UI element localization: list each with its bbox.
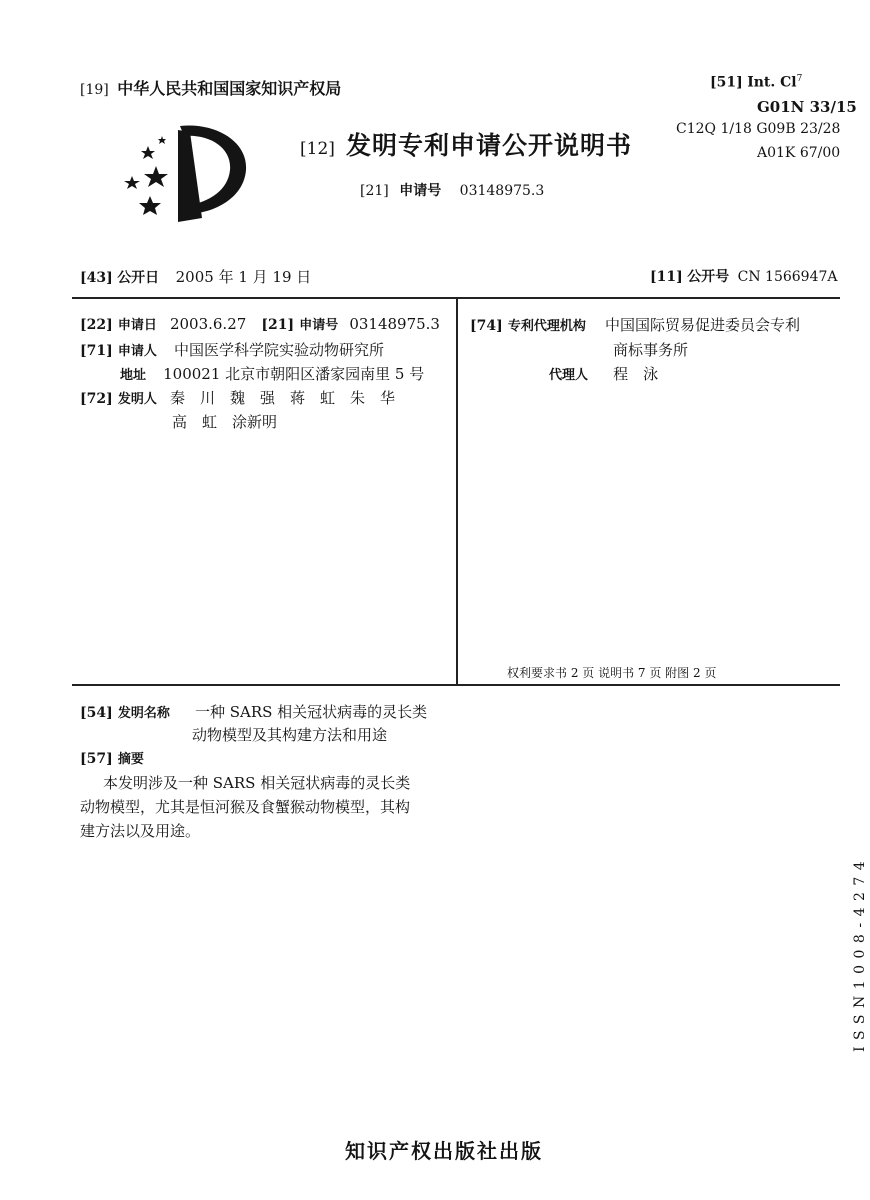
column-divider <box>456 298 458 684</box>
office-name: 中华人民共和国国家知识产权局 <box>117 79 342 98</box>
agency-row: [74] 专利代理机构 中国国际贸易促进委员会专利 <box>470 316 800 334</box>
filing-date-row: [22] 申请日 2003.6.27 [21] 申请号 03148975.3 <box>80 315 440 333</box>
abstract-line-1: 本发明涉及一种 SARS 相关冠状病毒的灵长类 <box>103 774 411 792</box>
abstract-line-3: 建方法以及用途。 <box>80 822 201 840</box>
cnipa-logo-icon <box>118 118 258 228</box>
publication-number: [11] 公开号 CN 1566947A <box>650 269 838 285</box>
publication-date: [43] 公开日 2005 年 1 月 19 日 <box>80 268 312 286</box>
class-line-3: A01K 67/00 <box>757 145 841 161</box>
office-header <box>80 76 341 99</box>
application-number: [21] 申请号 03148975.3 <box>360 183 545 199</box>
invention-title-row: [54] 发明名称 一种 SARS 相关冠状病毒的灵长类 <box>80 703 428 721</box>
doc-type-code: [12] <box>300 139 335 159</box>
doc-type-heading <box>300 126 632 162</box>
inventors-line-2: 高 虹 涂新明 <box>172 413 278 431</box>
agency-line-2: 商标事务所 <box>613 341 689 359</box>
class-line-2: C12Q 1/18 G09B 23/28 <box>676 121 841 137</box>
abstract-heading: [57] 摘要 <box>80 751 144 767</box>
publisher: 知识产权出版社出版 <box>345 1139 543 1163</box>
applicant-row: [71] 申请人 中国医学科学院实验动物研究所 <box>80 341 384 359</box>
abstract-line-2: 动物模型，尤其是恒河猴及食蟹猴动物模型，其构 <box>80 798 411 816</box>
address-row: 地址 100021 北京市朝阳区潘家园南里 5 号 <box>120 365 425 383</box>
pages-note: 权利要求书 2 页 说明书 7 页 附图 2 页 <box>507 666 717 680</box>
issn-vertical: ISSN1008-4274 <box>852 854 868 1052</box>
inventor-row: [72] 发明人 秦 川 魏 强 蒋 虹 朱 华 <box>80 389 395 407</box>
invention-title-line-2: 动物模型及其构建方法和用途 <box>192 726 388 744</box>
int-cl-label: [51] Int. Cl$^7$ <box>710 74 803 91</box>
class-main: G01N 33/15 <box>757 98 857 116</box>
office-code: [19] <box>80 82 109 98</box>
agent-row: 代理人 程 泳 <box>549 365 659 383</box>
biblio-bottom-divider <box>72 684 840 686</box>
doc-type-title: 发明专利申请公开说明书 <box>346 131 633 160</box>
